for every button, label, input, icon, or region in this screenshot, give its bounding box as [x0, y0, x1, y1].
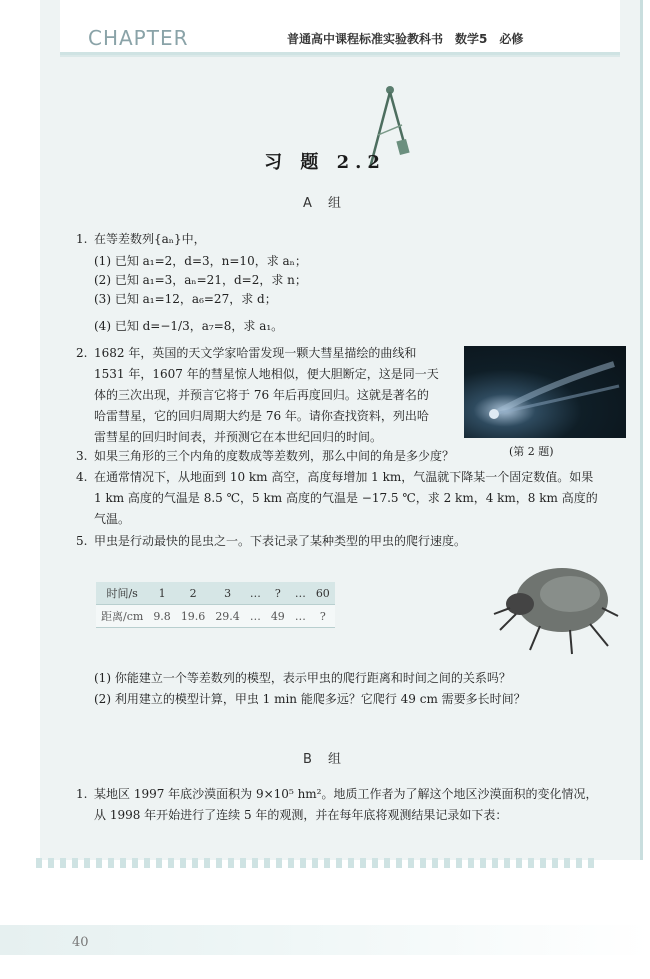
q1-part: (1) 已知 a₁=2，d=3，n=10，求 aₙ；	[94, 254, 307, 268]
table-cell: …	[290, 582, 311, 605]
table-cell: ?	[266, 582, 290, 605]
q1-part: (3) 已知 a₁=12，a₆=27，求 d；	[94, 292, 277, 306]
comet-photo	[464, 346, 626, 438]
table-cell: 1	[148, 582, 176, 605]
q5-text: 甲虫是行动最快的昆虫之一。下表记录了某种类型的甲虫的爬行速度。	[94, 534, 467, 548]
group-a-heading: A 组	[302, 196, 348, 211]
q2-line: 体的三次出现，并预言它将于 76 年后再度回归。这就是著名的	[94, 388, 429, 402]
page-divider	[36, 858, 596, 868]
q1-number: 1.	[76, 232, 88, 246]
table-cell: …	[245, 605, 266, 628]
q1-stem: 在等差数列{aₙ}中，	[94, 232, 206, 246]
footer-strip	[0, 925, 650, 955]
q1-part: (4) 已知 d=−1/3，a₇=8，求 a₁。	[94, 319, 284, 333]
b1-number: 1.	[76, 787, 88, 801]
q5-part: (2) 利用建立的模型计算，甲虫 1 min 能爬多远？它爬行 49 cm 需要多长时间？	[94, 692, 526, 706]
comet-caption: (第 2 题)	[509, 445, 554, 458]
q4-line: 1 km 高度的气温是 8.5 ℃，5 km 高度的气温是 −17.5 ℃，求 2 km，4 km，8 km 高度的	[94, 491, 598, 505]
table-cell: 距离/cm	[96, 605, 148, 628]
exercise-title: 习 题 2.2	[264, 152, 386, 173]
table-cell: 时间/s	[96, 582, 148, 605]
table-cell: …	[245, 582, 266, 605]
q4-line: 气温。	[94, 512, 131, 526]
q2-number: 2.	[76, 346, 88, 360]
table-cell: 29.4	[210, 605, 245, 628]
page-number: 40	[72, 935, 89, 950]
q5-number: 5.	[76, 534, 88, 548]
table-cell: 19.6	[176, 605, 211, 628]
table-row	[96, 605, 335, 628]
table-cell: 9.8	[148, 605, 176, 628]
b1-line: 从 1998 年开始进行了连续 5 年的观测，并在每年底将观测结果记录如下表：	[94, 808, 508, 822]
q4-line: 在通常情况下，从地面到 10 km 高空，高度每增加 1 km，气温就下降某一个固定数值。如果	[94, 470, 594, 484]
beetle-photo	[490, 552, 620, 657]
b1-line: 某地区 1997 年底沙漠面积为 9×10⁵ hm²。地质工作者为了解这个地区沙漠面积的变化情况，	[94, 787, 598, 801]
table-cell: ?	[311, 605, 335, 628]
q2-line: 1531 年，1607 年的彗星惊人地相似，便大胆断定，这是同一天	[94, 367, 439, 381]
table-cell: 60	[311, 582, 335, 605]
q1-part: (2) 已知 a₁=3，aₙ=21，d=2，求 n；	[94, 273, 307, 287]
table-cell: …	[290, 605, 311, 628]
q3-number: 3.	[76, 449, 88, 463]
q4-number: 4.	[76, 470, 88, 484]
beetle-speed-table	[96, 582, 335, 628]
q5-part: (1) 你能建立一个等差数列的模型，表示甲虫的爬行距离和时间之间的关系吗？	[94, 671, 511, 685]
q2-line: 哈雷彗星，它的回归周期大约是 76 年。请你查找资料，列出哈	[94, 409, 429, 423]
table-cell: 3	[210, 582, 245, 605]
book-title: 普通高中课程标准实验教科书 数学5 必修	[287, 32, 524, 46]
table-header-row	[96, 582, 335, 605]
q2-line: 雷彗星的回归时间表，并预测它在本世纪回归的时间。	[94, 430, 383, 444]
q2-line: 1682 年，英国的天文学家哈雷发现一颗大彗星描绘的曲线和	[94, 346, 417, 360]
table-cell: 49	[266, 605, 290, 628]
q3-text: 如果三角形的三个内角的度数成等差数列，那么中间的角是多少度？	[94, 449, 455, 463]
table-cell: 2	[176, 582, 211, 605]
chapter-label: CHAPTER	[88, 26, 189, 50]
group-b-heading: B 组	[302, 752, 348, 767]
